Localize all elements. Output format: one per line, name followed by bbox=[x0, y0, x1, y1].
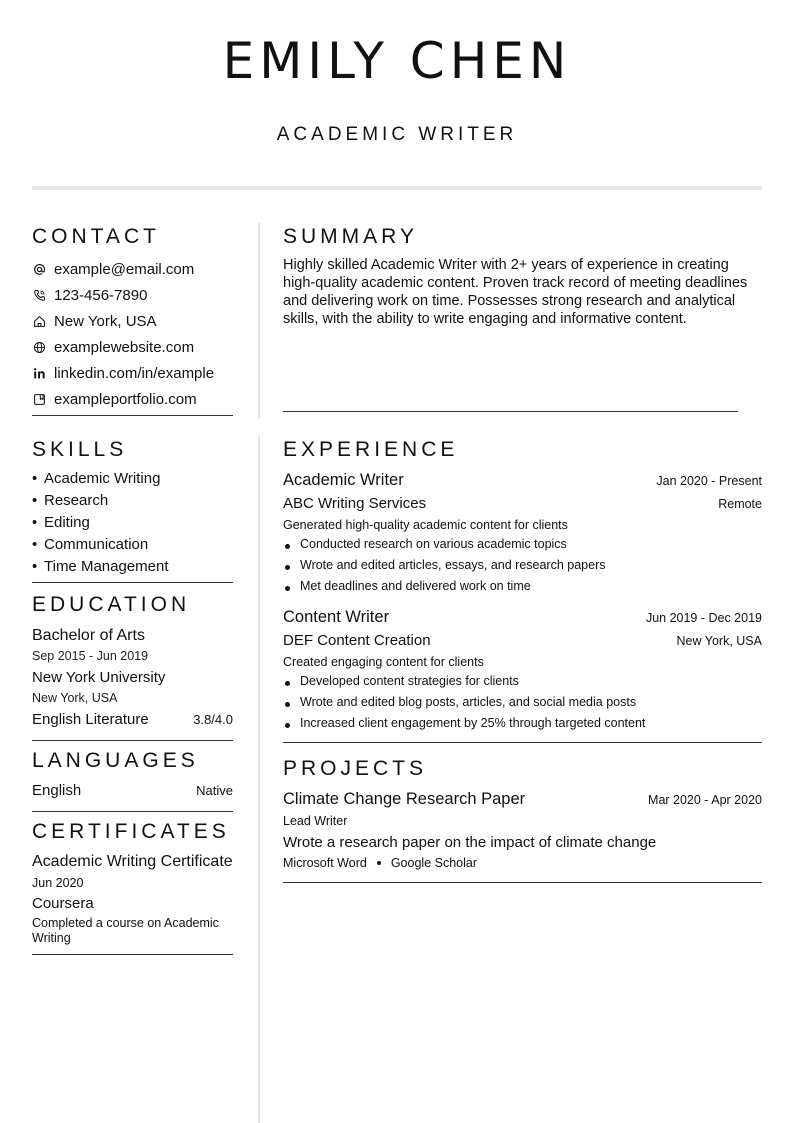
contact-divider bbox=[32, 415, 233, 416]
contact-website-text: examplewebsite.com bbox=[54, 338, 195, 356]
bullet-marker: • bbox=[32, 470, 38, 487]
header-divider bbox=[32, 186, 762, 190]
column-divider-top bbox=[258, 223, 260, 419]
languages-section bbox=[32, 748, 233, 812]
project-title: Climate Change Research Paper bbox=[283, 790, 526, 808]
contact-email[interactable] bbox=[32, 256, 233, 282]
job-dates: Jun 2019 - Dec 2019 bbox=[645, 611, 762, 625]
job-dates: Jan 2020 - Present bbox=[656, 474, 762, 488]
languages-heading: LANGUAGES bbox=[32, 749, 199, 772]
summary-text: Highly skilled Academic Writer with 2+ years of experience in creating high-quality academic content. Proven track record of meeting deadlines and delivering work on time. Possesses strong research and analytical skills, with the ability to write engaging and informative content. bbox=[283, 257, 748, 327]
education-degree: Bachelor of Arts bbox=[32, 627, 145, 644]
experience-entry bbox=[283, 468, 762, 597]
job-bullet: Wrote and edited blog posts, articles, and social media posts bbox=[283, 692, 762, 713]
certificate-issuer: Coursera bbox=[32, 895, 94, 912]
globe-icon bbox=[32, 340, 46, 354]
education-heading: EDUCATION bbox=[32, 593, 191, 616]
education-dates: Sep 2015 - Jun 2019 bbox=[32, 649, 149, 663]
skill-item bbox=[32, 556, 233, 578]
language-level: Native bbox=[196, 783, 233, 798]
portfolio-icon bbox=[32, 392, 46, 406]
summary-heading: SUMMARY bbox=[283, 225, 418, 248]
contact-section bbox=[32, 224, 233, 416]
column-divider-bottom bbox=[258, 436, 260, 1123]
job-bullet: Met deadlines and delivered work on time bbox=[283, 576, 762, 597]
contact-linkedin[interactable] bbox=[32, 360, 233, 386]
project-dates: Mar 2020 - Apr 2020 bbox=[648, 793, 762, 807]
job-title: Academic Writer bbox=[283, 471, 404, 489]
contact-portfolio-text: exampleportfolio.com bbox=[54, 390, 197, 408]
bullet-marker: • bbox=[32, 514, 38, 531]
education-section bbox=[32, 592, 233, 741]
job-bullet: Conducted research on various academic topics bbox=[283, 534, 762, 555]
contact-phone-text: 123-456-7890 bbox=[54, 286, 148, 304]
experience-divider bbox=[283, 742, 762, 743]
bullet-marker: • bbox=[32, 536, 38, 553]
project-role: Lead Writer bbox=[283, 814, 348, 828]
education-location: New York, USA bbox=[32, 691, 118, 705]
certificates-divider bbox=[32, 954, 233, 955]
home-icon bbox=[32, 314, 46, 328]
skill-item bbox=[32, 490, 233, 512]
language-item bbox=[32, 780, 233, 802]
skill-label: Editing bbox=[44, 514, 90, 531]
contact-linkedin-text: linkedin.com/in/example bbox=[54, 364, 215, 382]
certificates-section bbox=[32, 819, 233, 955]
projects-section bbox=[283, 756, 762, 883]
skills-heading: SKILLS bbox=[32, 438, 128, 461]
skill-label: Time Management bbox=[44, 558, 169, 575]
skill-item bbox=[32, 512, 233, 534]
contact-phone[interactable] bbox=[32, 282, 233, 308]
languages-divider bbox=[32, 811, 233, 812]
contact-email-text: example@email.com bbox=[54, 260, 195, 278]
bullet-marker: • bbox=[32, 492, 38, 509]
job-description: Created engaging content for clients bbox=[283, 655, 484, 669]
language-name: English bbox=[32, 782, 82, 799]
job-bullet: Increased client engagement by 25% through targeted content bbox=[283, 713, 762, 734]
projects-divider bbox=[283, 882, 762, 883]
education-divider bbox=[32, 740, 233, 741]
contact-portfolio[interactable] bbox=[32, 386, 233, 412]
summary-section bbox=[283, 224, 762, 328]
skill-item bbox=[32, 468, 233, 490]
certificate-description: Completed a course on Academic Writing bbox=[32, 916, 219, 945]
job-company: DEF Content Creation bbox=[283, 632, 431, 649]
project-tool: Google Scholar bbox=[390, 856, 477, 870]
certificate-name: Academic Writing Certificate bbox=[32, 853, 233, 870]
education-field-row bbox=[32, 709, 233, 731]
job-bullet: Wrote and edited articles, essays, and research papers bbox=[283, 555, 762, 576]
experience-section bbox=[283, 437, 762, 743]
project-tools bbox=[283, 854, 762, 872]
experience-entry bbox=[283, 605, 762, 734]
education-school: New York University bbox=[32, 669, 166, 686]
job-location: New York, USA bbox=[676, 634, 762, 648]
skill-label: Research bbox=[44, 492, 109, 509]
skills-divider bbox=[32, 582, 233, 583]
job-bullet: Developed content strategies for clients bbox=[283, 671, 762, 692]
candidate-name: EMILY CHEN bbox=[222, 32, 572, 90]
summary-divider bbox=[283, 411, 738, 412]
contact-website[interactable] bbox=[32, 334, 233, 360]
job-bullets bbox=[283, 671, 762, 734]
bullet-marker: • bbox=[32, 558, 38, 575]
skill-item bbox=[32, 534, 233, 556]
linkedin-icon bbox=[32, 366, 46, 380]
education-field: English Literature bbox=[32, 711, 149, 728]
certificates-heading: CERTIFICATES bbox=[32, 820, 230, 843]
skill-label: Communication bbox=[44, 536, 149, 553]
at-icon bbox=[32, 262, 46, 276]
skills-section bbox=[32, 437, 233, 583]
project-tool: Microsoft Word bbox=[283, 856, 367, 870]
job-location: Remote bbox=[718, 497, 762, 511]
experience-heading: EXPERIENCE bbox=[283, 438, 459, 461]
contact-heading: CONTACT bbox=[32, 225, 160, 248]
job-bullets bbox=[283, 534, 762, 597]
certificate-date: Jun 2020 bbox=[32, 876, 84, 890]
job-title-heading: ACADEMIC WRITER bbox=[276, 124, 518, 145]
job-description: Generated high-quality academic content for clients bbox=[283, 518, 568, 532]
education-gpa: 3.8/4.0 bbox=[193, 712, 233, 727]
job-title: Content Writer bbox=[283, 608, 390, 626]
tool-separator-dot bbox=[377, 861, 381, 865]
contact-location bbox=[32, 308, 233, 334]
projects-heading: PROJECTS bbox=[283, 757, 428, 780]
phone-icon bbox=[32, 288, 46, 302]
skill-label: Academic Writing bbox=[44, 470, 161, 487]
contact-location-text: New York, USA bbox=[54, 312, 157, 330]
project-description: Wrote a research paper on the impact of climate change bbox=[283, 834, 657, 851]
job-company: ABC Writing Services bbox=[283, 495, 427, 512]
